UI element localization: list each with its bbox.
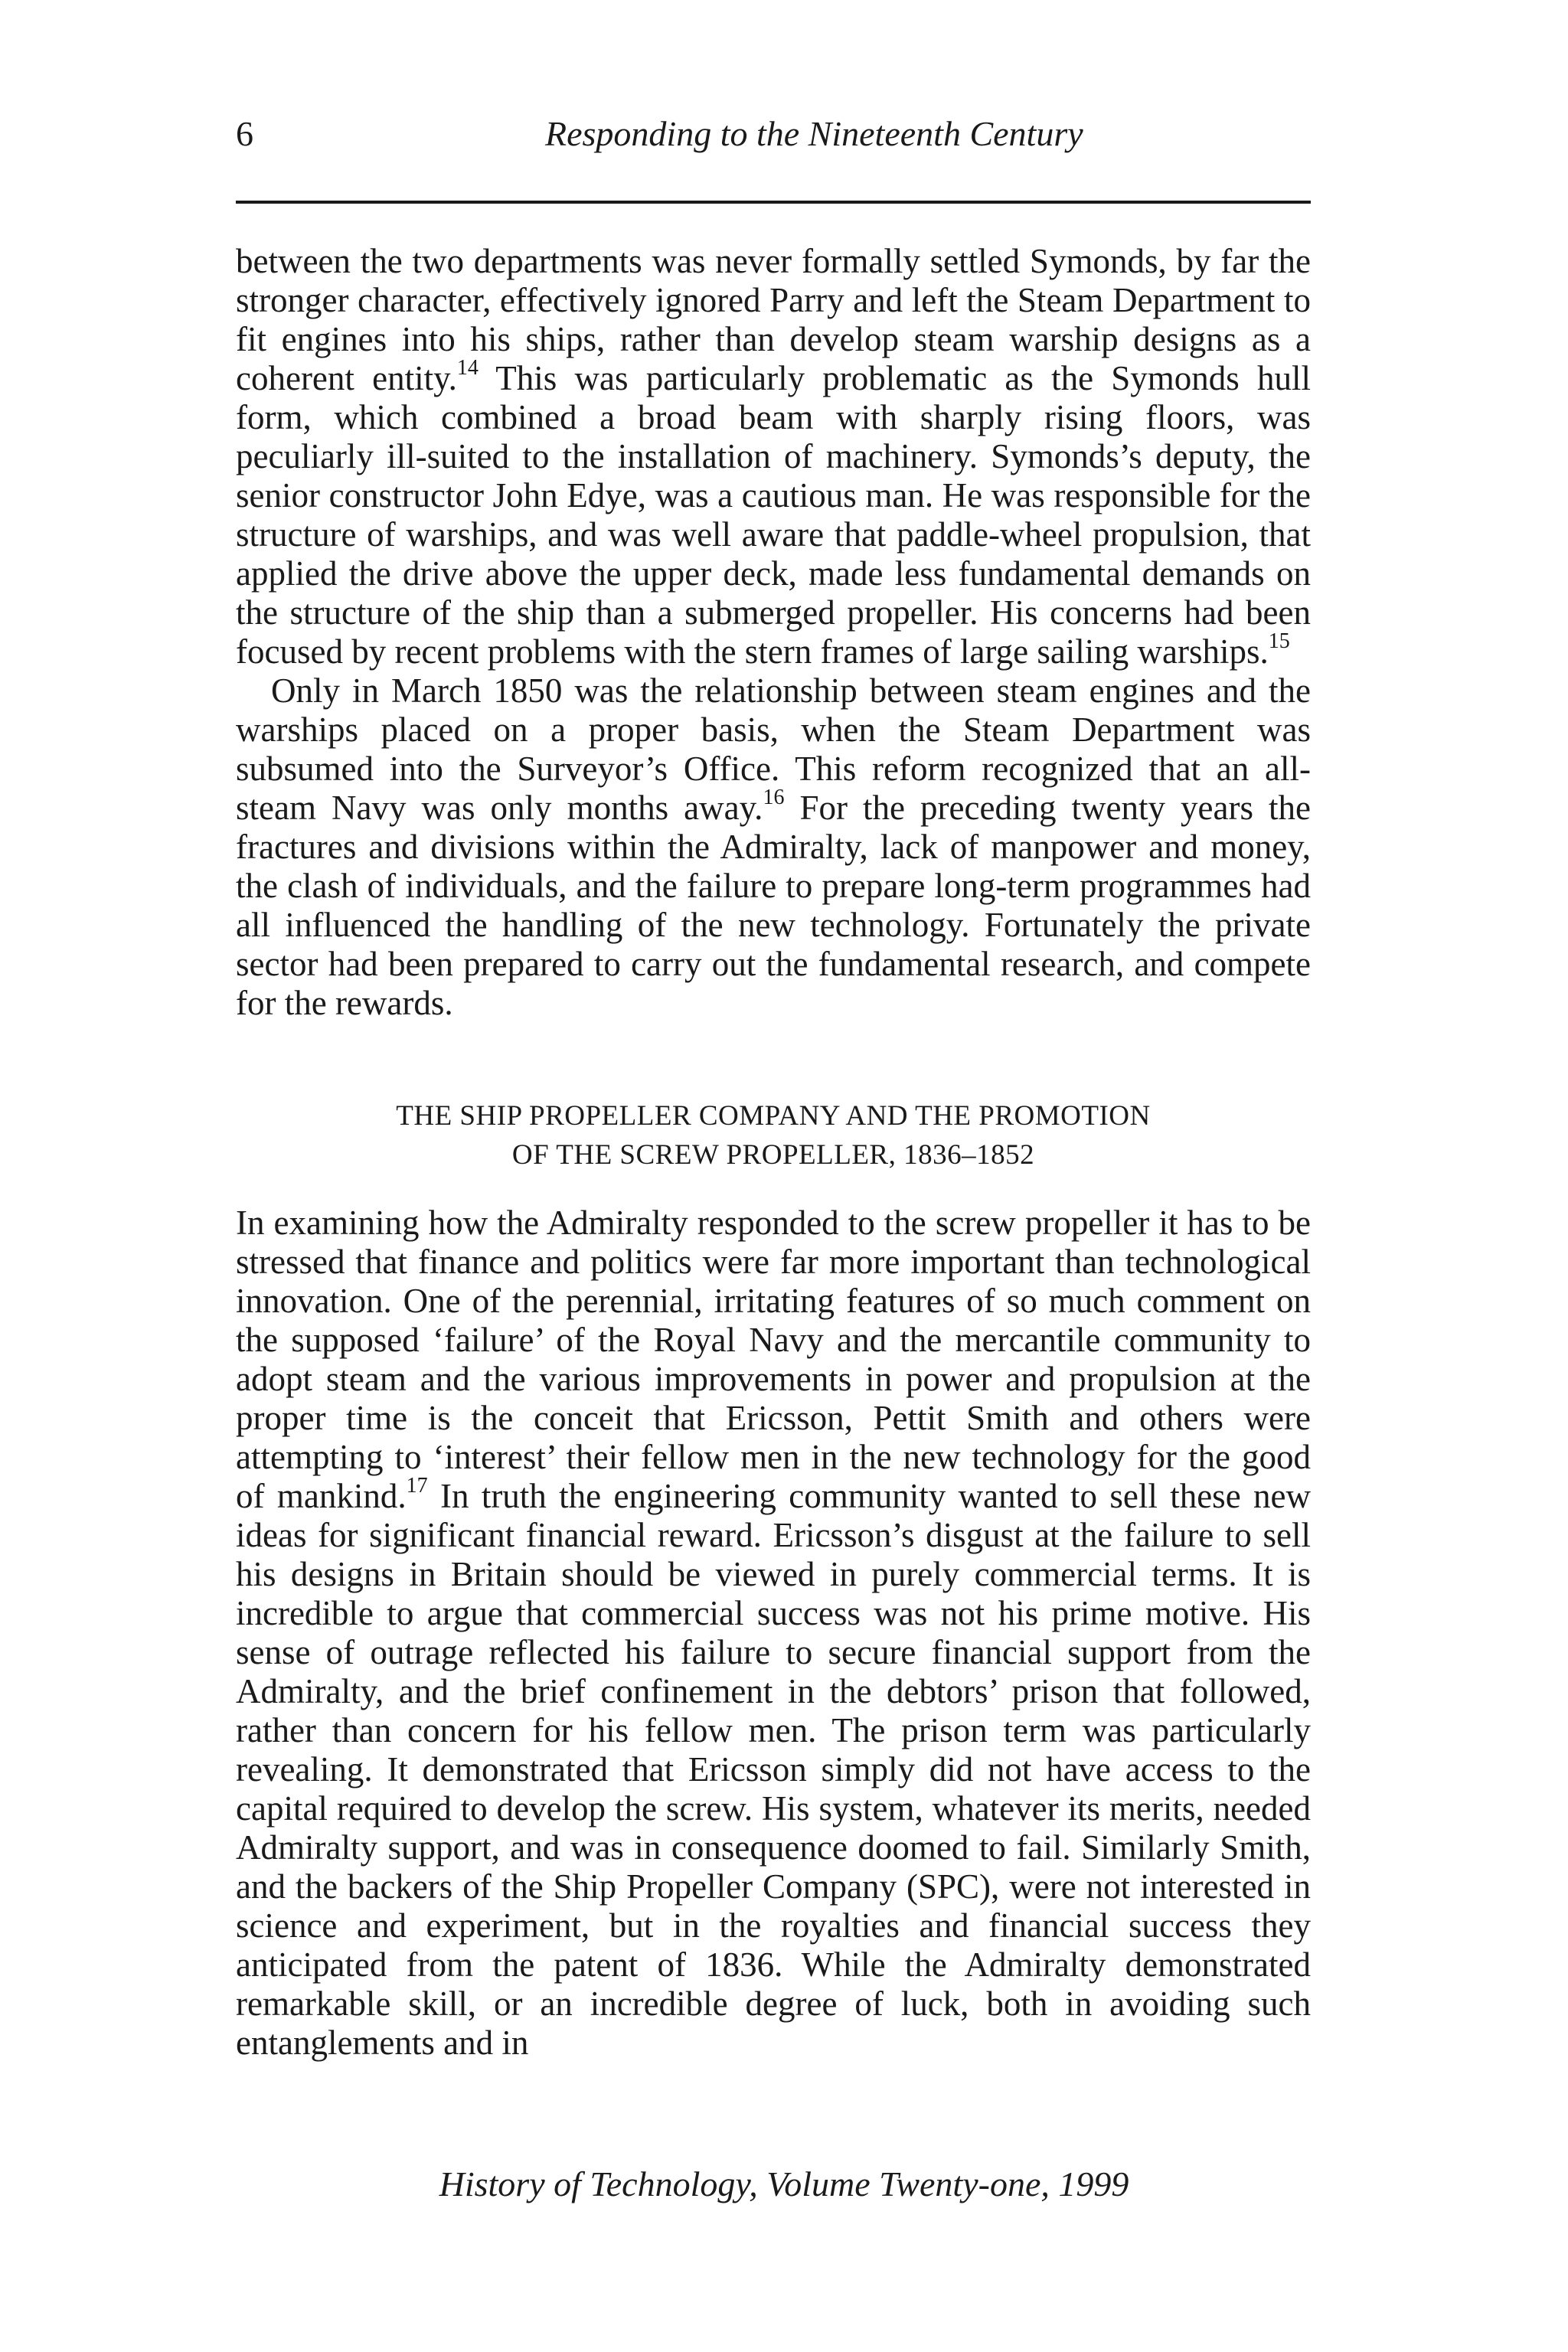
header-rule (236, 201, 1311, 204)
paragraph-1 (236, 242, 1311, 671)
footnote-ref-17[interactable]: 17 (406, 1474, 428, 1498)
paragraph-text: In examining how the Admiralty responded to the screw propeller it has to be stressed that finance and politics were far more important than technological innovation. One of the perennial, irritating features of so much comment on the supposed ‘failure’ of the Royal Navy and the mercantile community to adopt steam and the various improvements in power and propulsion at the proper time is the conceit that Ericsson, Pettit Smith and others were attempting to ‘interest’ their fellow men in the new technology for the good of mankind. (236, 1204, 1311, 1515)
paragraph-2 (236, 671, 1311, 1023)
page-number: 6 (236, 114, 253, 153)
running-title: Responding to the Nineteenth Century (545, 114, 1083, 153)
paragraph-text: between the two departments was never formally settled Symonds, by far the stronger character, effectively ignored Parry and left the Steam Department to fit engines into his ships, rather than develop steam warship designs as a coherent entity. (236, 242, 1311, 397)
footnote-ref-14[interactable]: 14 (456, 356, 479, 380)
section-heading-line-2: OF THE SCREW PROPELLER, 1836–1852 (511, 1139, 1035, 1171)
paragraph-text: For the preceding twenty years the fractures and divisions within the Admiralty, lack of manpower and money, the clash of individuals, and the failure to prepare long-term programmes had all influenced the handling of the new technology. Fortunately the private sector had been prepared to carry out the fundamental research, and compete for the rewards. (236, 789, 1311, 1022)
page-footer: History of Technology, Volume Twenty-one, 1999 (439, 2164, 1129, 2203)
footnote-ref-16[interactable]: 16 (763, 786, 785, 809)
section-heading-line-1: THE SHIP PROPELLER COMPANY AND THE PROMOTION (396, 1100, 1151, 1132)
paragraph-3 (236, 1204, 1311, 2063)
paragraph-text: Only in March 1850 was the relationship between steam engines and the warships placed on a proper basis, when the Steam Department was subsumed into the Surveyor’s Office. This reform recognized that an all-steam Navy was only months away. (236, 671, 1311, 827)
footnote-ref-15[interactable]: 15 (1268, 629, 1290, 653)
paragraph-text: This was particularly problematic as the Symonds hull form, which combined a broad beam with sharply rising floors, was peculiarly ill-suited to the installation of machinery. Symonds’s deputy, the senior constructor John Edye, was a cautious man. He was responsible for the structure of warships, and was well aware that paddle-wheel propulsion, that applied the drive above the upper deck, made less fundamental demands on the structure of the ship than a submerged propeller. His concerns had been focused by recent problems with the stern frames of large sailing warships. (236, 359, 1311, 671)
body-text (236, 242, 1311, 2063)
paragraph-text: In truth the engineering community wanted to sell these new ideas for significant financial reward. Ericsson’s disgust at the failure to sell his designs in Britain should be viewed in purely commercial terms. It is incredible to argue that commercial success was not his prime motive. His sense of outrage reflected his failure to secure financial support from the Admiralty, and the brief confinement in the debtors’ prison that followed, rather than concern for his fellow men. The prison term was particularly revealing. It demonstrated that Ericsson simply did not have access to the capital required to develop the screw. His system, whatever its merits, needed Admiralty support, and was in consequence doomed to fail. Similarly Smith, and the backers of the Ship Propeller Company (SPC), were not interested in science and experiment, but in the royalties and financial success they anticipated from the patent of 1836. While the Admiralty demonstrated remarkable skill, or an incredible degree of luck, both in avoiding such entanglements and in (236, 1477, 1312, 2062)
page-header (0, 0, 1568, 230)
section-heading (236, 1096, 1311, 1174)
